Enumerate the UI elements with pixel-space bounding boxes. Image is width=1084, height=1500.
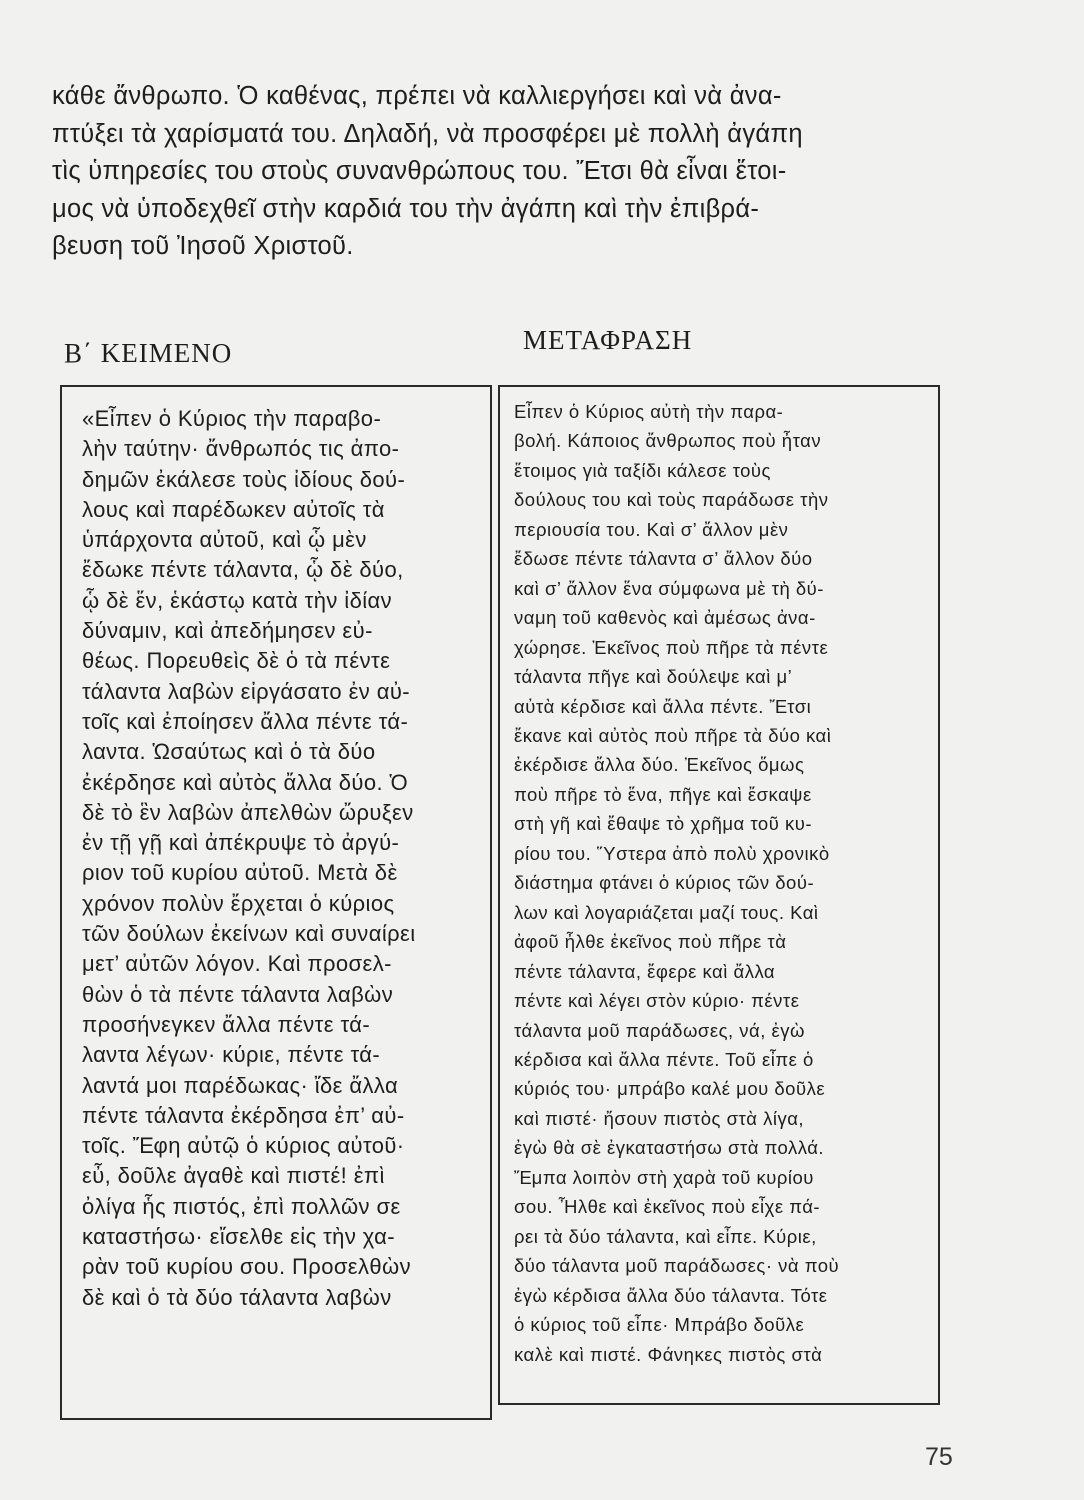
translation-line: σου. Ἦλθε καὶ ἐκεῖνος ποὺ εἶχε πά- (514, 1196, 821, 1218)
original-text-line: δύναμιν, καὶ ἀπεδήμησεν εὐ- (82, 618, 373, 644)
translation-line: χώρησε. Ἐκεῖνος ποὺ πῆρε τὰ πέντε (514, 636, 829, 658)
translation-line: τάλαντα πῆγε καὶ δούλεψε καὶ μ’ (514, 666, 793, 688)
translation-heading: ΜΕΤΑΦΡΑΣΗ (523, 325, 693, 355)
translation-line: καὶ σ’ ἄλλον ἕνα σύμφωνα μὲ τὴ δύ- (514, 577, 824, 599)
translation-line: τάλαντα μοῦ παράδωσες, νά, ἐγὼ (514, 1019, 805, 1041)
translation-line: ποὺ πῆρε τὸ ἕνα, πῆγε καὶ ἔσκαψε (514, 783, 812, 805)
translation-line: ἐγὼ θὰ σὲ ἐγκαταστήσω στὰ πολλά. (514, 1137, 825, 1159)
original-text-line: δὲ τὸ ἓν λαβὼν ἀπελθὼν ὤρυξεν (82, 799, 414, 825)
translation-line: ἔκανε καὶ αὐτὸς ποὺ πῆρε τὰ δύο καὶ (514, 724, 832, 746)
original-text-line: τοῖς. Ἔφη αὐτῷ ὁ κύριος αὐτοῦ· (82, 1133, 405, 1159)
original-text-line: λαντά μοι παρέδωκας· ἴδε ἄλλα (82, 1072, 399, 1098)
original-text-line: δὲ καὶ ὁ τὰ δύο τάλαντα λαβὼν (82, 1284, 392, 1310)
translation-line: διάστημα φτάνει ὁ κύριος τῶν δού- (514, 872, 815, 894)
translation-line: πέντε τάλαντα, ἔφερε καὶ ἄλλα (514, 960, 776, 982)
translation-line: βολή. Κάποιος ἄνθρωπος ποὺ ἦταν (514, 430, 822, 452)
translation-line: κύριός του· μπράβο καλέ μου δοῦλε (514, 1078, 826, 1100)
translation-line: αὐτὰ κέρδισε καὶ ἄλλα πέντε. Ἔτσι (514, 695, 812, 717)
original-text-line: χρόνον πολὺν ἔρχεται ὁ κύριος (82, 890, 395, 916)
original-text-line: λαντα λέγων· κύριε, πέντε τά- (82, 1042, 381, 1068)
original-text-line: καταστήσω· εἴσελθε εἰς τὴν χα- (82, 1224, 395, 1250)
translation-line: καὶ πιστέ· ἤσουν πιστὸς στὰ λίγα, (514, 1107, 805, 1129)
translation-line: λων καὶ λογαριάζεται μαζί τους. Καὶ (514, 901, 819, 923)
translation-line: περιουσία του. Καὶ σ’ ἄλλον μὲν (514, 518, 789, 540)
intro-line: κάθε ἄνθρωπο. Ὁ καθένας, πρέπει νὰ καλλιεργήσει καὶ νὰ ἀνα- (52, 82, 782, 110)
translation-line: ἕτοιμος γιὰ ταξίδι κάλεσε τοὺς (514, 459, 771, 481)
original-text-line: «Εἶπεν ὁ Κύριος τὴν παραβο- (82, 406, 382, 431)
original-text-line: πέντε τάλαντα ἐκέρδησα ἐπ’ αὐ- (82, 1102, 405, 1128)
original-text-line: τάλαντα λαβὼν εἰργάσατο ἐν αὐ- (82, 678, 410, 704)
intro-paragraph (52, 78, 932, 266)
intro-line: τὶς ὑπηρεσίες του στοὺς συνανθρώπους του. Ἔτσι θὰ εἶναι ἕτοι- (52, 157, 787, 185)
translation-line: ὁ κύριος τοῦ εἶπε· Μπράβο δοῦλε (514, 1314, 805, 1336)
translation-line: δύο τάλαντα μοῦ παράδωσες· νὰ ποὺ (514, 1255, 840, 1277)
original-text-line: ὑπάρχοντα αὐτοῦ, καὶ ᾧ μὲν (82, 527, 367, 553)
original-text-line: ἐκέρδησε καὶ αὐτὸς ἄλλα δύο. Ὁ (82, 769, 409, 795)
original-text-line: ἔδωκε πέντε τάλαντα, ᾧ δὲ δύο, (82, 557, 404, 583)
translation-line: ἔδωσε πέντε τάλαντα σ’ ἄλλον δύο (514, 548, 813, 570)
original-text-line: ρὰν τοῦ κυρίου σου. Προσελθὼν (82, 1254, 412, 1280)
translation-line: Ἔμπα λοιπὸν στὴ χαρὰ τοῦ κυρίου (514, 1166, 814, 1188)
translation-line: πέντε καὶ λέγει στὸν κύριο· πέντε (514, 990, 800, 1012)
translation-line: ρίου του. Ὕστερα ἀπὸ πολὺ χρονικὸ (514, 842, 830, 864)
translation-line: ναμη τοῦ καθενὸς καὶ ἀμέσως ἀνα- (514, 607, 816, 629)
intro-line: μος νὰ ὑποδεχθεῖ στὴν καρδιά του τὴν ἀγάπη καὶ τὴν ἐπιβρά- (52, 194, 760, 223)
original-text-line: τῶν δούλων ἐκείνων καὶ συναίρει (82, 921, 416, 947)
original-text-line: ᾧ δὲ ἕν, ἑκάστῳ κατὰ τὴν ἰδίαν (82, 587, 393, 613)
original-text-line: προσήνεγκεν ἄλλα πέντε τά- (82, 1011, 371, 1037)
original-text-line: θέως. Πορευθεὶς δὲ ὁ τὰ πέντε (82, 648, 391, 674)
original-text-line: ριον τοῦ κυρίου αὐτοῦ. Μετὰ δὲ (82, 860, 398, 886)
original-text-line: εὖ, δοῦλε ἀγαθὲ καὶ πιστέ! ἐπὶ (82, 1163, 385, 1189)
original-text-line: θὼν ὁ τὰ πέντε τάλαντα λαβὼν (82, 981, 394, 1007)
translation-line: κέρδισα καὶ ἄλλα πέντε. Τοῦ εἶπε ὁ (514, 1048, 814, 1070)
translation-line: ἐγὼ κέρδισα ἄλλα δύο τάλαντα. Τότε (514, 1284, 828, 1306)
original-text-column (82, 404, 416, 1313)
translation-line: ἐκέρδισε ἄλλα δύο. Ἐκεῖνος ὅμως (514, 754, 805, 776)
intro-line: πτύξει τὰ χαρίσματά του. Δηλαδή, νὰ προσφέρει μὲ πολλὴ ἀγάπη (52, 119, 803, 148)
translation-line: ρει τὰ δύο τάλαντα, καὶ εἶπε. Κύριε, (514, 1225, 817, 1247)
original-text-line: μετ’ αὐτῶν λόγον. Καὶ προσελ- (82, 951, 392, 977)
translation-line: ἀφοῦ ἦλθε ἐκεῖνος ποὺ πῆρε τὰ (514, 931, 787, 953)
translation-line: στὴ γῆ καὶ ἔθαψε τὸ χρῆμα τοῦ κυ- (514, 813, 812, 835)
original-text-line: λαντα. Ὡσαύτως καὶ ὁ τὰ δύο (82, 739, 376, 765)
translation-line: καλὲ καὶ πιστέ. Φάνηκες πιστὸς στὰ (514, 1343, 823, 1365)
original-text-line: τοῖς καὶ ἐποίησεν ἄλλα πέντε τά- (82, 708, 409, 734)
translation-line: Εἶπεν ὁ Κύριος αὐτὴ τὴν παρα- (514, 401, 784, 422)
original-text-line: λὴν ταύτην· ἄνθρωπός τις ἀπο- (82, 436, 400, 462)
original-text-line: ὀλίγα ἧς πιστός, ἐπὶ πολλῶν σε (82, 1193, 401, 1219)
original-text-line: ἐν τῇ γῇ καὶ ἀπέκρυψε τὸ ἀργύ- (82, 830, 400, 856)
page-number: 75 (925, 1443, 953, 1471)
translation-column (514, 397, 839, 1369)
intro-line: βευση τοῦ Ἰησοῦ Χριστοῦ. (52, 232, 354, 260)
original-text-line: λους καὶ παρέδωκεν αὐτοῖς τὰ (82, 496, 385, 522)
translation-line: δούλους του καὶ τοὺς παράδωσε τὴν (514, 489, 829, 511)
original-text-heading: Β΄ ΚΕΙΜΕΝΟ (64, 338, 233, 368)
original-text-line: δημῶν ἐκάλεσε τοὺς ἰδίους δού- (82, 466, 406, 492)
